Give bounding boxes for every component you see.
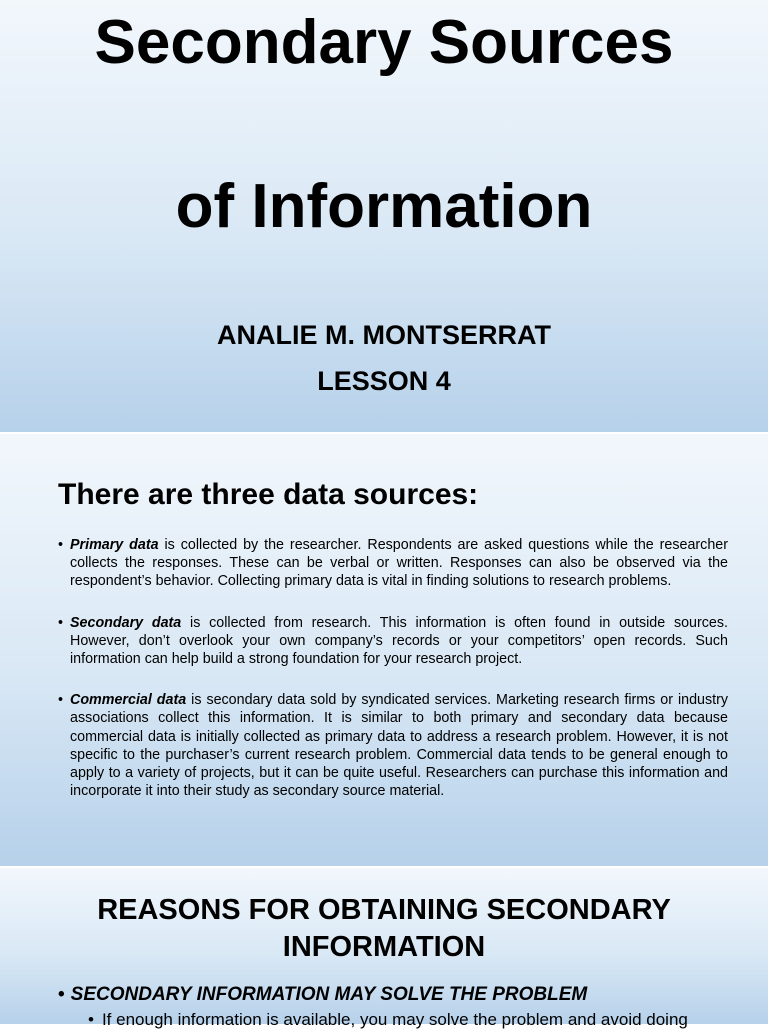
reason-sub-bullet [88, 1010, 688, 1030]
list-item-commercial-data [58, 691, 728, 800]
bullet-icon: • [58, 984, 65, 1005]
reason-bullet-text: SECONDARY INFORMATION MAY SOLVE THE PROBLEM [70, 984, 588, 1005]
slide-title-line-1: Secondary Sources [94, 8, 674, 77]
list-item-secondary-data [58, 614, 728, 669]
definition-primary-data: is collected by the researcher. Respondents are asked questions while the researcher collects the responses. These can be verbal or written. Responses can also be observed via the respondent’s behavior. Collecting primary data is vital in finding solutions to research problems. [70, 537, 728, 590]
term-primary-data: Primary data [70, 537, 159, 553]
bullet-icon: • [88, 1010, 94, 1029]
reasons-heading-line-2: INFORMATION [282, 931, 486, 963]
lesson-label: LESSON 4 [317, 366, 451, 396]
data-sources-list [58, 536, 728, 823]
reasons-heading-line-1: REASONS FOR OBTAINING SECONDARY [97, 894, 671, 926]
data-sources-heading: There are three data sources: [58, 478, 479, 511]
reasons-heading [0, 892, 768, 966]
term-secondary-data: Secondary data [70, 614, 182, 631]
definition-commercial-data: is secondary data sold by syndicated services. Marketing research firms or industry associations collect this information. It is similar to both primary and secondary data because commercial data is initially collected as primary data to address a research problem. However, it is not specific to the purchaser’s current research problem. Commercial data tends to be general enough to apply to a variety of projects, but it can be quite useful. Researchers can purchase this information and incorporate it into their study as secondary source material. [70, 692, 728, 800]
list-item-primary-data [58, 536, 728, 591]
reason-sub-bullet-text: If enough information is available, you may solve the problem and avoid doing [101, 1010, 688, 1029]
term-commercial-data: Commercial data [70, 692, 187, 709]
slide-title-line-2: of Information [175, 172, 593, 241]
definition-secondary-data: is collected from research. This information is often found in outside sources. However, don’t overlook your own company’s records or your competitors’ open records. Such information can help build a strong foundation for your research project. [70, 614, 728, 668]
reason-bullet [58, 984, 587, 1006]
author-name: ANALIE M. MONTSERRAT [217, 320, 551, 350]
title-slide [0, 0, 768, 432]
